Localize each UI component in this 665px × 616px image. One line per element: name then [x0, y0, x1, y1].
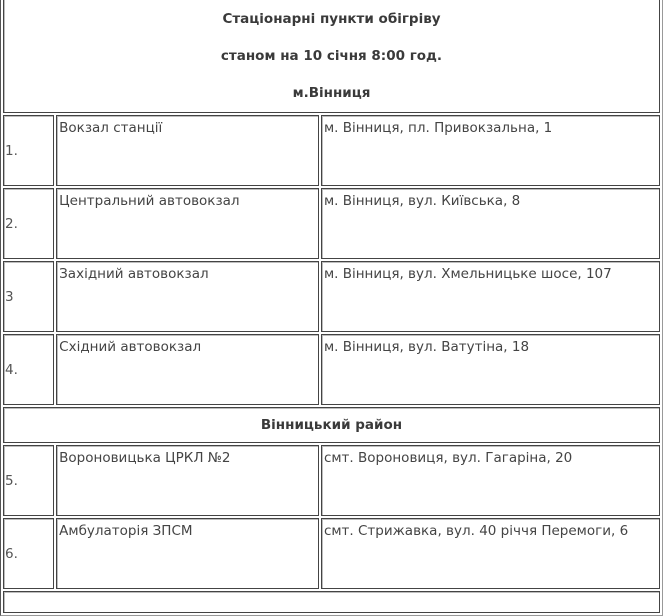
location-name: Східний автовокзал — [56, 334, 319, 405]
row-number: 4. — [3, 334, 54, 405]
section-header-row — [3, 407, 660, 443]
row-number: 6. — [3, 518, 54, 589]
location-name: Центральний автовокзал — [56, 188, 319, 259]
section-title: Вінницький район — [3, 407, 660, 443]
location-name: Амбулаторія ЗПСМ — [56, 518, 319, 589]
table-header-cell — [3, 0, 660, 113]
next-row-cell — [3, 591, 660, 613]
location-address: смт. Вороновиця, вул. Гагаріна, 20 — [321, 445, 660, 516]
table-row — [3, 261, 660, 332]
row-number: 1. — [3, 115, 54, 186]
location-address: м. Вінниця, пл. Привокзальна, 1 — [321, 115, 660, 186]
row-number: 5. — [3, 445, 54, 516]
row-number: 3 — [3, 261, 54, 332]
table-row-partial — [3, 591, 660, 613]
table-header-row — [3, 0, 660, 113]
table-city: м.Вінниця — [292, 85, 371, 101]
table-row — [3, 445, 660, 516]
location-address: м. Вінниця, вул. Київська, 8 — [321, 188, 660, 259]
location-address: м. Вінниця, вул. Хмельницьке шосе, 107 — [321, 261, 660, 332]
table-row — [3, 334, 660, 405]
table-row — [3, 518, 660, 589]
table-row — [3, 188, 660, 259]
location-name: Західний автовокзал — [56, 261, 319, 332]
table-title: Стаціонарні пункти обігріву — [222, 11, 441, 27]
table-row — [3, 115, 660, 186]
location-name: Вороновицька ЦРКЛ №2 — [56, 445, 319, 516]
location-address: смт. Стрижавка, вул. 40 річчя Перемоги, 6 — [321, 518, 660, 589]
location-address: м. Вінниця, вул. Ватутіна, 18 — [321, 334, 660, 405]
location-name: Вокзал станції — [56, 115, 319, 186]
table-date: станом на 10 січня 8:00 год. — [220, 48, 443, 64]
row-number: 2. — [3, 188, 54, 259]
